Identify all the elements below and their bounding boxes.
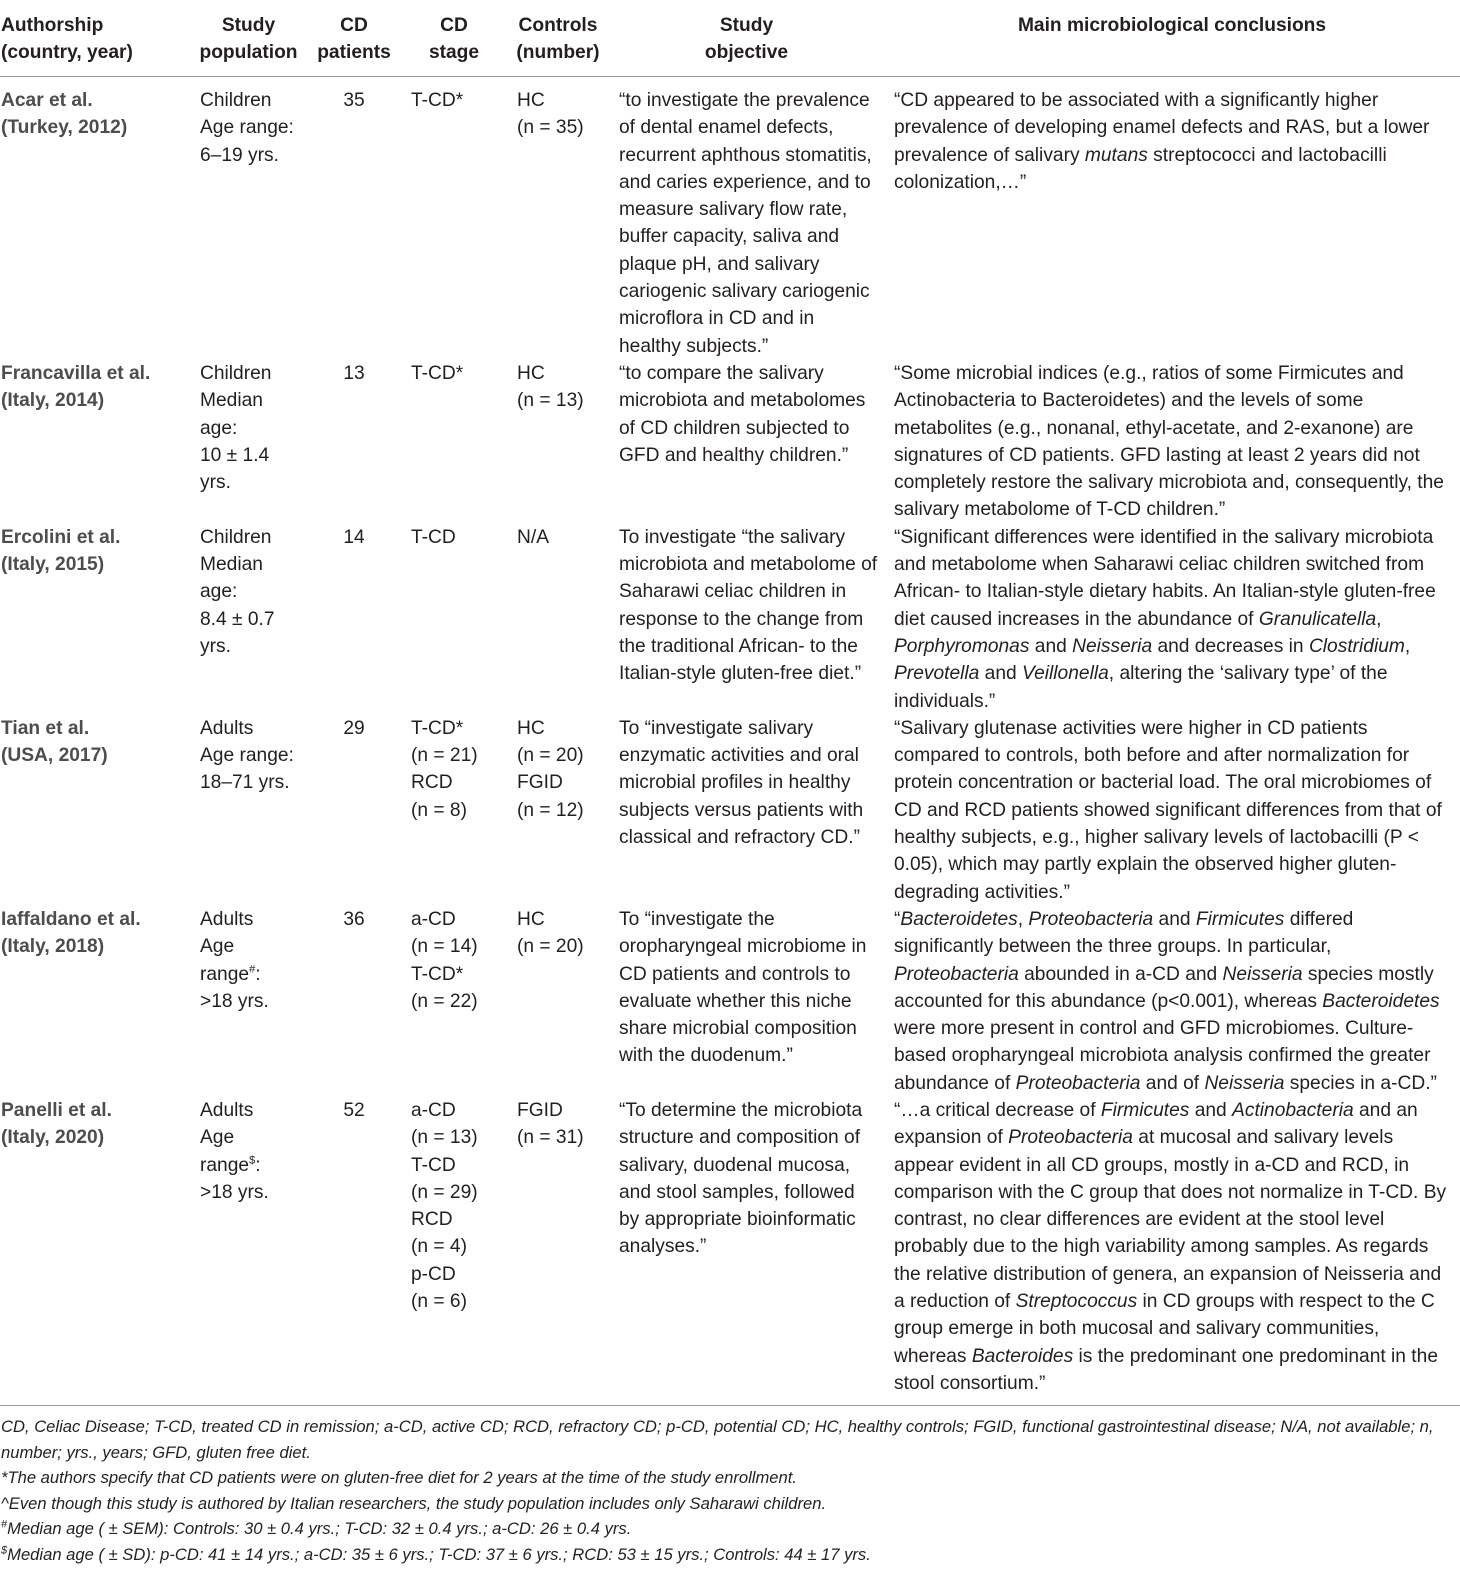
stage-line: (n = 22) [411,990,478,1012]
author-country-year: (Italy, 2015) [1,554,105,576]
population-line: Adults [200,1099,254,1121]
population-line: Children [200,526,272,548]
controls-line: FGID [517,772,563,794]
conclusion-text: “ [894,908,901,930]
objective-cell [609,1097,884,1397]
author-country: (Italy, [1,1127,56,1149]
controls-line: HC [517,717,545,739]
population-line: Age range: [200,117,294,139]
genus-name: Bacteroides [971,1345,1074,1367]
conclusion-text: differed significantly between the three groups. In particular, [894,908,1354,958]
patients-cell [307,906,401,1097]
author-cell [0,360,190,524]
population-cell [190,77,307,360]
population-line: Adults [200,908,254,930]
author-cell [0,524,190,715]
population-line: 6–19 yrs. [200,144,279,166]
conclusion-cell [884,715,1460,906]
objective-text: “To determine the microbiota structure and composition of salivary, duodenal mucosa, and stool samples, followed by appropriate bioinformatic analyses.” [619,1099,863,1258]
objective-cell [609,906,884,1097]
author-name: Iaffaldano et al. [1,908,141,930]
population-cell [190,524,307,715]
patients-cell [307,77,401,360]
controls-line: HC [517,362,545,384]
population-line: age: [200,417,238,439]
controls-cell [507,77,609,360]
population-line: age: [200,581,238,603]
objective-text: To “investigate salivary enzymatic activities and oral microbial profiles in healthy subjects versus patients with classical and refractory CD.” [619,717,864,849]
objective-cell [609,715,884,906]
stage-cell [401,1097,507,1397]
footnote-dollar: $Median age ( ± SD): p-CD: 41 ± 14 yrs.; a-CD: 35 ± 6 yrs.; T-CD: 37 ± 6 yrs.; RCD: 53 ± 15 yrs.; Controls: 44 ± 17 yrs. [1,1544,871,1564]
stage-cell [401,715,507,906]
controls-line: (n = 35) [517,117,584,139]
controls-cell [507,906,609,1097]
header-controls: Controls (number) [516,15,600,63]
stage-line: p-CD [411,1263,456,1285]
controls-line: HC [517,908,545,930]
author-country-year: (Turkey, 2012) [1,117,128,139]
objective-text: To investigate “the salivary microbiota and metabolome of Saharawi celiac children in response to the change from the traditional African- to the Italian-style gluten-free diet.” [619,526,878,685]
header-conclusions: Main microbiological conclusions [1017,15,1327,36]
population-line: >18 yrs. [200,990,269,1012]
population-cell [190,1097,307,1397]
table-row [0,524,1460,715]
genus-name: Proteobacteria [1015,1072,1141,1094]
conclusion-text: is the predominant one predominant in the stool consortium.” [894,1345,1438,1394]
controls-line: (n = 31) [517,1127,584,1149]
author-year: 2014 [55,390,98,412]
population-cell [190,906,307,1097]
conclusion-text: species in a-CD.” [1284,1072,1437,1094]
objective-cell [609,524,884,715]
author-year: 2020 [55,1127,98,1149]
author-country: (USA, [1,745,59,767]
patients-cell [307,715,401,906]
table-row [0,1097,1460,1397]
stage-line: (n = 13) [411,1127,478,1149]
population-line: Median [200,390,263,412]
population-line: 10 ± 1.4 [200,444,270,466]
table-row [0,360,1460,524]
author-cell [0,715,190,906]
genus-name: Firmicutes [1100,1099,1190,1121]
footnote-marker: # [249,963,256,976]
controls-line: HC [517,90,545,111]
objective-text: “to investigate the prevalence of dental enamel defects, recurrent aphthous stomatitis, and caries experience, and to measure salivary flow rate, buffer capacity, saliva and plaque pH, and salivary cariogenic salivary cariogenic microflora in CD and in healthy subjects.” [619,90,872,357]
genus-name: mutans [1084,144,1148,166]
conclusion-text: at mucosal and salivary levels appear evident in all CD groups, mostly in a-CD and RCD, in comparison with the C group that does not normalize in T-CD. By contrast, no clear differences are evident at the stool level probably due to the high variability among samples. As regards the relative distribution of genera, an expansion of Neisseria and a reduction of [894,1127,1447,1313]
genus-name: Streptococcus [1015,1291,1138,1313]
genus-name: Neisseria [1204,1072,1285,1094]
conclusion-text: and decreases in [1152,635,1309,657]
footnote-hash: #Median age ( ± SEM): Controls: 30 ± 0.4 yrs.; T-CD: 32 ± 0.4 yrs.; a-CD: 26 ± 0.4 yrs. [1,1518,632,1539]
conclusion-text: “…a critical decrease of [894,1099,1101,1121]
author-country-year: (USA, 2017) [1,745,108,767]
genus-name: Veillonella [1022,663,1109,685]
conclusion-text: , [1376,608,1382,630]
author-country: (Turkey, [1,117,79,139]
conclusion-text: were more present in control and GFD microbiomes. Culture-based oropharyngeal microbiota analysis confirmed the greater abundance of [894,1018,1431,1094]
author-year: 2017 [58,745,102,767]
genus-name: Clostridium [1308,635,1405,657]
author-country-year: (Italy, 2014) [1,390,105,412]
population-line: yrs. [200,472,231,494]
patients-cell [307,524,401,715]
genus-name: Neisseria [1222,963,1303,985]
author-country-year: (Italy, 2018) [1,936,105,958]
controls-line: (n = 20) [517,745,584,767]
stage-line: (n = 14) [411,936,478,958]
stage-line: (n = 8) [411,799,467,821]
header-stage: CD stage [428,15,480,63]
conclusion-text: and [1189,1099,1233,1121]
patients-count: 35 [343,90,365,111]
author-name: Ercolini et al. [1,526,121,548]
header-population: Study population [199,15,298,63]
author-cell [0,906,190,1097]
patients-count: 52 [343,1099,365,1121]
footnote-caret: ^Even though this study is authored by Italian researchers, the study population includes only Saharawi children. [1,1493,827,1513]
conclusion-text: and [1029,635,1073,657]
stage-line: a-CD [411,1099,456,1121]
header-objective: Study objective [704,15,789,63]
conclusion-text: “Significant differences were identified in the salivary microbiota and metabolome when Saharawi celiac children switched from African- to Italian-style dietary habits. An Italian-style gluten-free diet caused increases in the abundance of [894,526,1436,630]
controls-cell [507,1097,609,1397]
conclusion-text: “CD appeared to be associated with a significantly higher prevalence of developing enamel defects and RAS, but a lower prevalence of salivary [894,90,1430,166]
footnote-marker: $ [249,1154,256,1167]
genus-name: Bacteroidetes [900,908,1018,930]
conclusion-text: , [1017,908,1029,930]
conclusion-text: abounded in a-CD and [1018,963,1223,985]
patients-cell [307,360,401,524]
table-footnotes [0,1405,1460,1568]
population-line: >18 yrs. [200,1181,269,1203]
author-country: (Italy, [1,936,56,958]
population-line: 8.4 ± 0.7 [200,608,275,630]
stage-line: T-CD [411,1154,456,1176]
stage-line: T-CD* [411,90,464,111]
stage-line: RCD [411,1209,453,1231]
objective-text: “to compare the salivary microbiota and metabolomes of CD children subjected to GFD and healthy children.” [619,362,866,466]
genus-name: Proteobacteria [1008,1127,1133,1149]
controls-cell [507,715,609,906]
population-line: Age range: [200,745,294,767]
population-cell [190,715,307,906]
conclusion-text: and [979,663,1023,685]
population-line: range$: [200,1154,261,1176]
stage-line: T-CD* [411,362,464,384]
stage-cell [401,906,507,1097]
population-line: Age [200,1127,235,1149]
author-country: (Italy, [1,554,56,576]
population-line: yrs. [200,635,231,657]
table-row [0,906,1460,1097]
stage-line: (n = 6) [411,1291,467,1313]
objective-cell [609,360,884,524]
stage-line: T-CD [411,526,456,548]
conclusion-cell [884,360,1460,524]
genus-name: Bacteroidetes [1322,990,1440,1012]
patients-count: 29 [343,717,365,739]
author-year: 2012 [78,117,121,139]
population-line: Children [200,362,272,384]
controls-cell [507,360,609,524]
conclusion-text: streptococci and lactobacilli colonization,…” [894,144,1387,193]
conclusion-cell [884,906,1460,1097]
conclusion-cell [884,77,1460,360]
genus-name: Prevotella [894,663,980,685]
genus-name: Proteobacteria [1028,908,1154,930]
footnote-star: *The authors specify that CD patients were on gluten-free diet for 2 years at the time of the study enrollment. [1,1468,797,1488]
controls-line: (n = 20) [517,936,584,958]
population-line: Adults [200,717,254,739]
stage-line: T-CD* [411,717,464,739]
genus-name: Firmicutes [1195,908,1285,930]
table-row [0,77,1460,360]
controls-line: FGID [517,1099,563,1121]
conclusion-text: species mostly accounted for this abundance (p<0.001), whereas [894,963,1434,1012]
stage-line: T-CD* [411,963,464,985]
population-line: Median [200,554,263,576]
conclusion-text: , [1404,635,1411,657]
genus-name: Proteobacteria [894,963,1019,985]
controls-line: N/A [517,526,549,548]
controls-line: (n = 13) [517,390,584,412]
genus-name: Granulicatella [1258,608,1377,630]
conclusion-text: and of [1140,1072,1205,1094]
population-line: 18–71 yrs. [200,772,290,794]
stage-cell [401,524,507,715]
genus-name: Porphyromonas [894,635,1030,657]
objective-text: To “investigate the oropharyngeal microbiome in CD patients and controls to evaluate whether this niche share microbial composition with the duodenum.” [619,908,867,1067]
population-line: Children [200,90,272,111]
header-authorship: Authorship (country, year) [1,15,133,63]
author-cell [0,77,190,360]
author-country-year: (Italy, 2020) [1,1127,105,1149]
author-name: Francavilla et al. [1,362,151,384]
stage-line: a-CD [411,908,456,930]
author-name: Tian et al. [1,717,90,739]
author-name: Panelli et al. [1,1099,112,1121]
table-row [0,715,1460,906]
stage-cell [401,360,507,524]
conclusion-text: “Some microbial indices (e.g., ratios of some Firmicutes and Actinobacteria to Bacteroidetes) and the levels of some metabolites (e.g., nonanal, ethyl-acetate, and 2-exanone) are signatures of CD patients. GFD lasting at least 2 years did not completely restore the salivary microbiota and, consequently, the salivary metabolome of T-CD children.” [894,362,1444,521]
genus-name: Actinobacteria [1232,1099,1354,1121]
population-cell [190,360,307,524]
author-name: Acar et al. [1,90,93,111]
author-cell [0,1097,190,1397]
stage-line: (n = 21) [411,745,478,767]
footnote-abbreviations: CD, Celiac Disease; T-CD, treated CD in remission; a-CD, active CD; RCD, refractory CD; p-CD, potential CD; HC, healthy controls; FGID, functional gastrointestinal disease; N/A, not available; n, number; yrs., years; GFD, gluten free diet. [1,1417,1434,1462]
conclusion-text: , altering the ‘salivary type’ of the individuals.” [894,663,1388,712]
patients-count: 36 [343,908,365,930]
objective-cell [609,77,884,360]
patients-count: 13 [343,362,365,384]
conclusion-text: and an expansion of [894,1099,1418,1149]
stage-cell [401,77,507,360]
stage-line: (n = 29) [411,1181,478,1203]
header-patients: CD patients [317,15,391,63]
population-line: Age [200,936,235,958]
patients-cell [307,1097,401,1397]
stage-line: RCD [411,772,453,794]
conclusion-cell [884,1097,1460,1397]
controls-line: (n = 12) [517,799,584,821]
conclusion-cell [884,524,1460,715]
conclusion-text: in CD groups with respect to the C group emerge in both mucosal and salivary communities, whereas [894,1291,1435,1367]
patients-count: 14 [343,526,365,548]
author-year: 2015 [55,554,98,576]
header-row [0,0,1460,77]
author-country: (Italy, [1,390,56,412]
author-year: 2018 [55,936,98,958]
population-line: range#: [200,963,261,985]
stage-line: (n = 4) [411,1236,467,1258]
controls-cell [507,524,609,715]
conclusion-text: and [1153,908,1196,930]
genus-name: Neisseria [1072,635,1153,657]
conclusion-text: “Salivary glutenase activities were higher in CD patients compared to controls, both before and after normalization for protein concentration or bacterial load. The oral microbiomes of CD and RCD patients showed significant differences from that of healthy subjects, e.g., higher salivary levels of lactobacilli (P < 0.05), which may partly explain the observed higher gluten-degrading activities.” [894,717,1442,903]
